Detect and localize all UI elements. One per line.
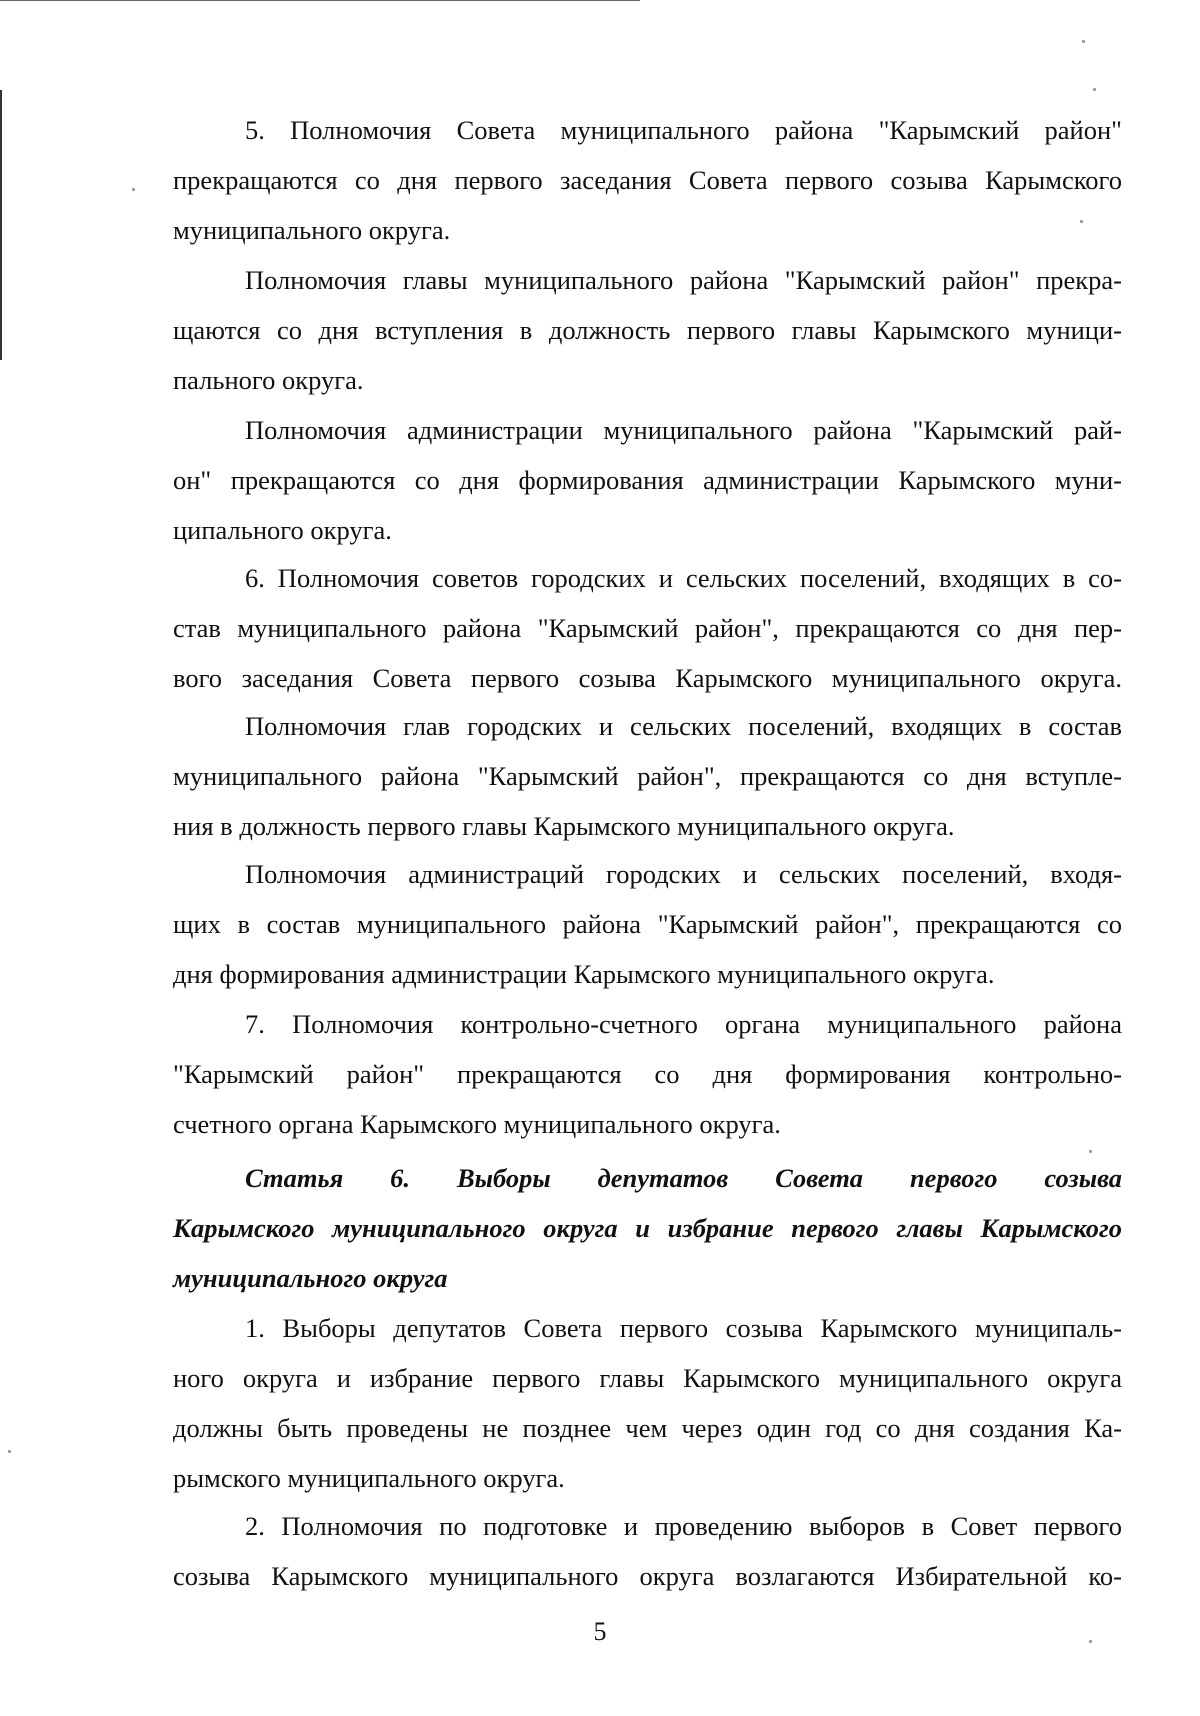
text-line: Полномочия главы муниципального района "Карымский район" прекра-: [245, 265, 1122, 295]
text-line: став муниципального района "Карымский район", прекращаются со дня пер-: [173, 613, 1122, 643]
text-line: "Карымский район" прекращаются со дня формирования контрольно-: [173, 1059, 1122, 1089]
article-heading-line: муниципального округа: [173, 1263, 448, 1293]
text-line: ния в должность первого главы Карымского муниципального округа.: [173, 811, 955, 841]
scan-speck: [1093, 88, 1096, 91]
text-line: прекращаются со дня первого заседания Совета первого созыва Карымского: [173, 165, 1122, 195]
text-line: щаются со дня вступления в должность первого главы Карымского муници-: [173, 315, 1122, 345]
scan-top-rule: [0, 0, 640, 1]
text-line: 1. Выборы депутатов Совета первого созыва Карымского муниципаль-: [245, 1313, 1122, 1343]
text-line: муниципального района "Карымский район", прекращаются со дня вступле-: [173, 761, 1122, 791]
scan-margin-line: [0, 90, 2, 360]
text-line: Полномочия администрации муниципального района "Карымский рай-: [245, 415, 1122, 445]
text-line: он" прекращаются со дня формирования администрации Карымского муни-: [173, 465, 1122, 495]
text-line: рымского муниципального округа.: [173, 1463, 565, 1493]
text-line: вого заседания Совета первого созыва Карымского муниципального округа.: [173, 663, 1122, 693]
text-line: должны быть проведены не позднее чем через один год со дня создания Ка-: [173, 1413, 1122, 1443]
text-line: дня формирования администрации Карымского муниципального округа.: [173, 959, 995, 989]
text-line: ципального округа.: [173, 515, 392, 545]
text-line: счетного органа Карымского муниципального округа.: [173, 1109, 781, 1139]
scan-speck: [8, 1450, 11, 1453]
text-line: Полномочия администраций городских и сельских поселений, входя-: [245, 859, 1122, 889]
text-line: 6. Полномочия советов городских и сельских поселений, входящих в со-: [245, 563, 1122, 593]
text-line: ного округа и избрание первого главы Карымского муниципального округа: [173, 1363, 1122, 1393]
scan-speck: [1082, 40, 1085, 43]
text-line: муниципального округа.: [173, 215, 451, 245]
page-number: 5: [593, 1617, 607, 1646]
text-line: 5. Полномочия Совета муниципального района "Карымский район": [245, 115, 1122, 145]
scan-speck: [1089, 1150, 1092, 1153]
article-heading-line: Карымского муниципального округа и избрание первого главы Карымского: [173, 1213, 1122, 1243]
text-line: Полномочия глав городских и сельских поселений, входящих в состав: [245, 711, 1122, 741]
scan-speck: [132, 188, 135, 191]
text-line: 2. Полномочия по подготовке и проведению выборов в Совет первого: [245, 1511, 1122, 1541]
text-line: 7. Полномочия контрольно-счетного органа муниципального района: [245, 1009, 1122, 1039]
text-line: созыва Карымского муниципального округа возлагаются Избирательной ко-: [173, 1561, 1122, 1591]
text-line: щих в состав муниципального района "Карымский район", прекращаются со: [173, 909, 1122, 939]
text-line: пального округа.: [173, 365, 364, 395]
article-heading-line: Статья 6. Выборы депутатов Совета первого созыва: [245, 1163, 1122, 1193]
